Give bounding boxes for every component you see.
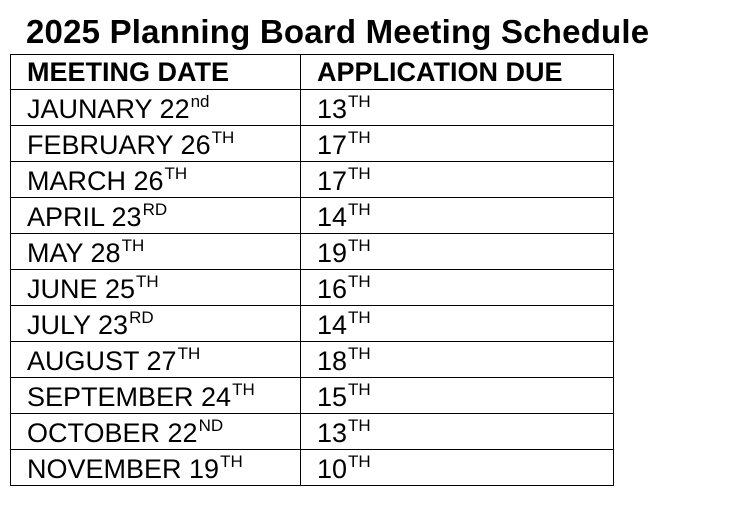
application-due-header: APPLICATION DUE: [301, 55, 614, 90]
table-row: [11, 342, 614, 378]
application-due-text: 15: [317, 382, 348, 412]
meeting-date-text: MARCH 26: [27, 166, 164, 196]
table-row: [11, 450, 614, 486]
meeting-date-cell: [11, 306, 301, 342]
meeting-date-cell: [11, 342, 301, 378]
meeting-date-cell: [11, 234, 301, 270]
meeting-date-ordinal: TH: [136, 272, 159, 291]
meeting-date-ordinal: RD: [129, 308, 154, 327]
meeting-date-header: MEETING DATE: [11, 55, 301, 90]
meeting-date-cell: [11, 270, 301, 306]
schedule-rows: [11, 90, 614, 486]
meeting-date-cell: [11, 378, 301, 414]
application-due-text: 18: [317, 346, 348, 376]
table-row: [11, 378, 614, 414]
page-title: 2025 Planning Board Meeting Schedule: [26, 13, 650, 50]
meeting-date-text: JAUNARY 22: [27, 94, 190, 124]
meeting-date-cell: [11, 126, 301, 162]
application-due-text: 13: [317, 418, 348, 448]
meeting-date-text: OCTOBER 22: [27, 418, 198, 448]
application-due-text: 13: [317, 94, 348, 124]
application-due-cell: [301, 234, 614, 270]
application-due-cell: [301, 90, 614, 126]
meeting-date-cell: [11, 90, 301, 126]
application-due-text: 16: [317, 274, 348, 304]
application-due-ordinal: TH: [348, 344, 371, 363]
meeting-date-text: APRIL 23: [27, 202, 142, 232]
meeting-date-text: SEPTEMBER 24: [27, 382, 232, 412]
application-due-cell: [301, 450, 614, 486]
application-due-ordinal: TH: [348, 92, 371, 111]
application-due-cell: [301, 378, 614, 414]
meeting-date-text: JULY 23: [27, 310, 129, 340]
meeting-date-text: AUGUST 27: [27, 346, 177, 376]
application-due-ordinal: TH: [348, 416, 371, 435]
meeting-date-ordinal: TH: [220, 452, 243, 471]
schedule-table: [10, 54, 614, 486]
table-row: [11, 306, 614, 342]
meeting-date-cell: [11, 162, 301, 198]
application-due-cell: [301, 198, 614, 234]
application-due-ordinal: TH: [348, 200, 371, 219]
application-due-cell: [301, 270, 614, 306]
application-due-ordinal: TH: [348, 164, 371, 183]
application-due-cell: [301, 342, 614, 378]
table-row: [11, 198, 614, 234]
meeting-date-text: MAY 28: [27, 238, 121, 268]
meeting-date-ordinal: TH: [177, 344, 201, 363]
table-row: [11, 270, 614, 306]
meeting-date-ordinal: TH: [211, 128, 235, 147]
meeting-date-text: JUNE 25: [27, 274, 136, 304]
table-header-row: [11, 55, 614, 90]
meeting-date-text: NOVEMBER 19: [27, 454, 220, 484]
application-due-ordinal: TH: [348, 128, 371, 147]
application-due-ordinal: TH: [348, 380, 371, 399]
application-due-ordinal: TH: [348, 452, 371, 471]
meeting-date-ordinal: TH: [121, 236, 145, 255]
meeting-date-cell: [11, 450, 301, 486]
meeting-date-cell: [11, 198, 301, 234]
meeting-date-ordinal: ND: [198, 416, 224, 435]
application-due-text: 17: [317, 130, 348, 160]
meeting-date-ordinal: TH: [164, 164, 188, 183]
application-due-cell: [301, 162, 614, 198]
application-due-ordinal: TH: [348, 308, 371, 327]
application-due-ordinal: TH: [348, 236, 371, 255]
application-due-text: 14: [317, 202, 348, 232]
meeting-date-ordinal: TH: [232, 380, 255, 399]
application-due-text: 19: [317, 238, 348, 268]
table-row: [11, 234, 614, 270]
table-row: [11, 162, 614, 198]
meeting-date-cell: [11, 414, 301, 450]
meeting-date-ordinal: nd: [190, 92, 210, 111]
application-due-cell: [301, 126, 614, 162]
application-due-cell: [301, 306, 614, 342]
meeting-date-text: FEBRUARY 26: [27, 130, 211, 160]
application-due-cell: [301, 414, 614, 450]
application-due-text: 14: [317, 310, 348, 340]
table-row: [11, 126, 614, 162]
application-due-text: 17: [317, 166, 348, 196]
table-row: [11, 90, 614, 126]
meeting-date-ordinal: RD: [142, 200, 168, 219]
application-due-text: 10: [317, 454, 348, 484]
table-row: [11, 414, 614, 450]
application-due-ordinal: TH: [348, 272, 371, 291]
